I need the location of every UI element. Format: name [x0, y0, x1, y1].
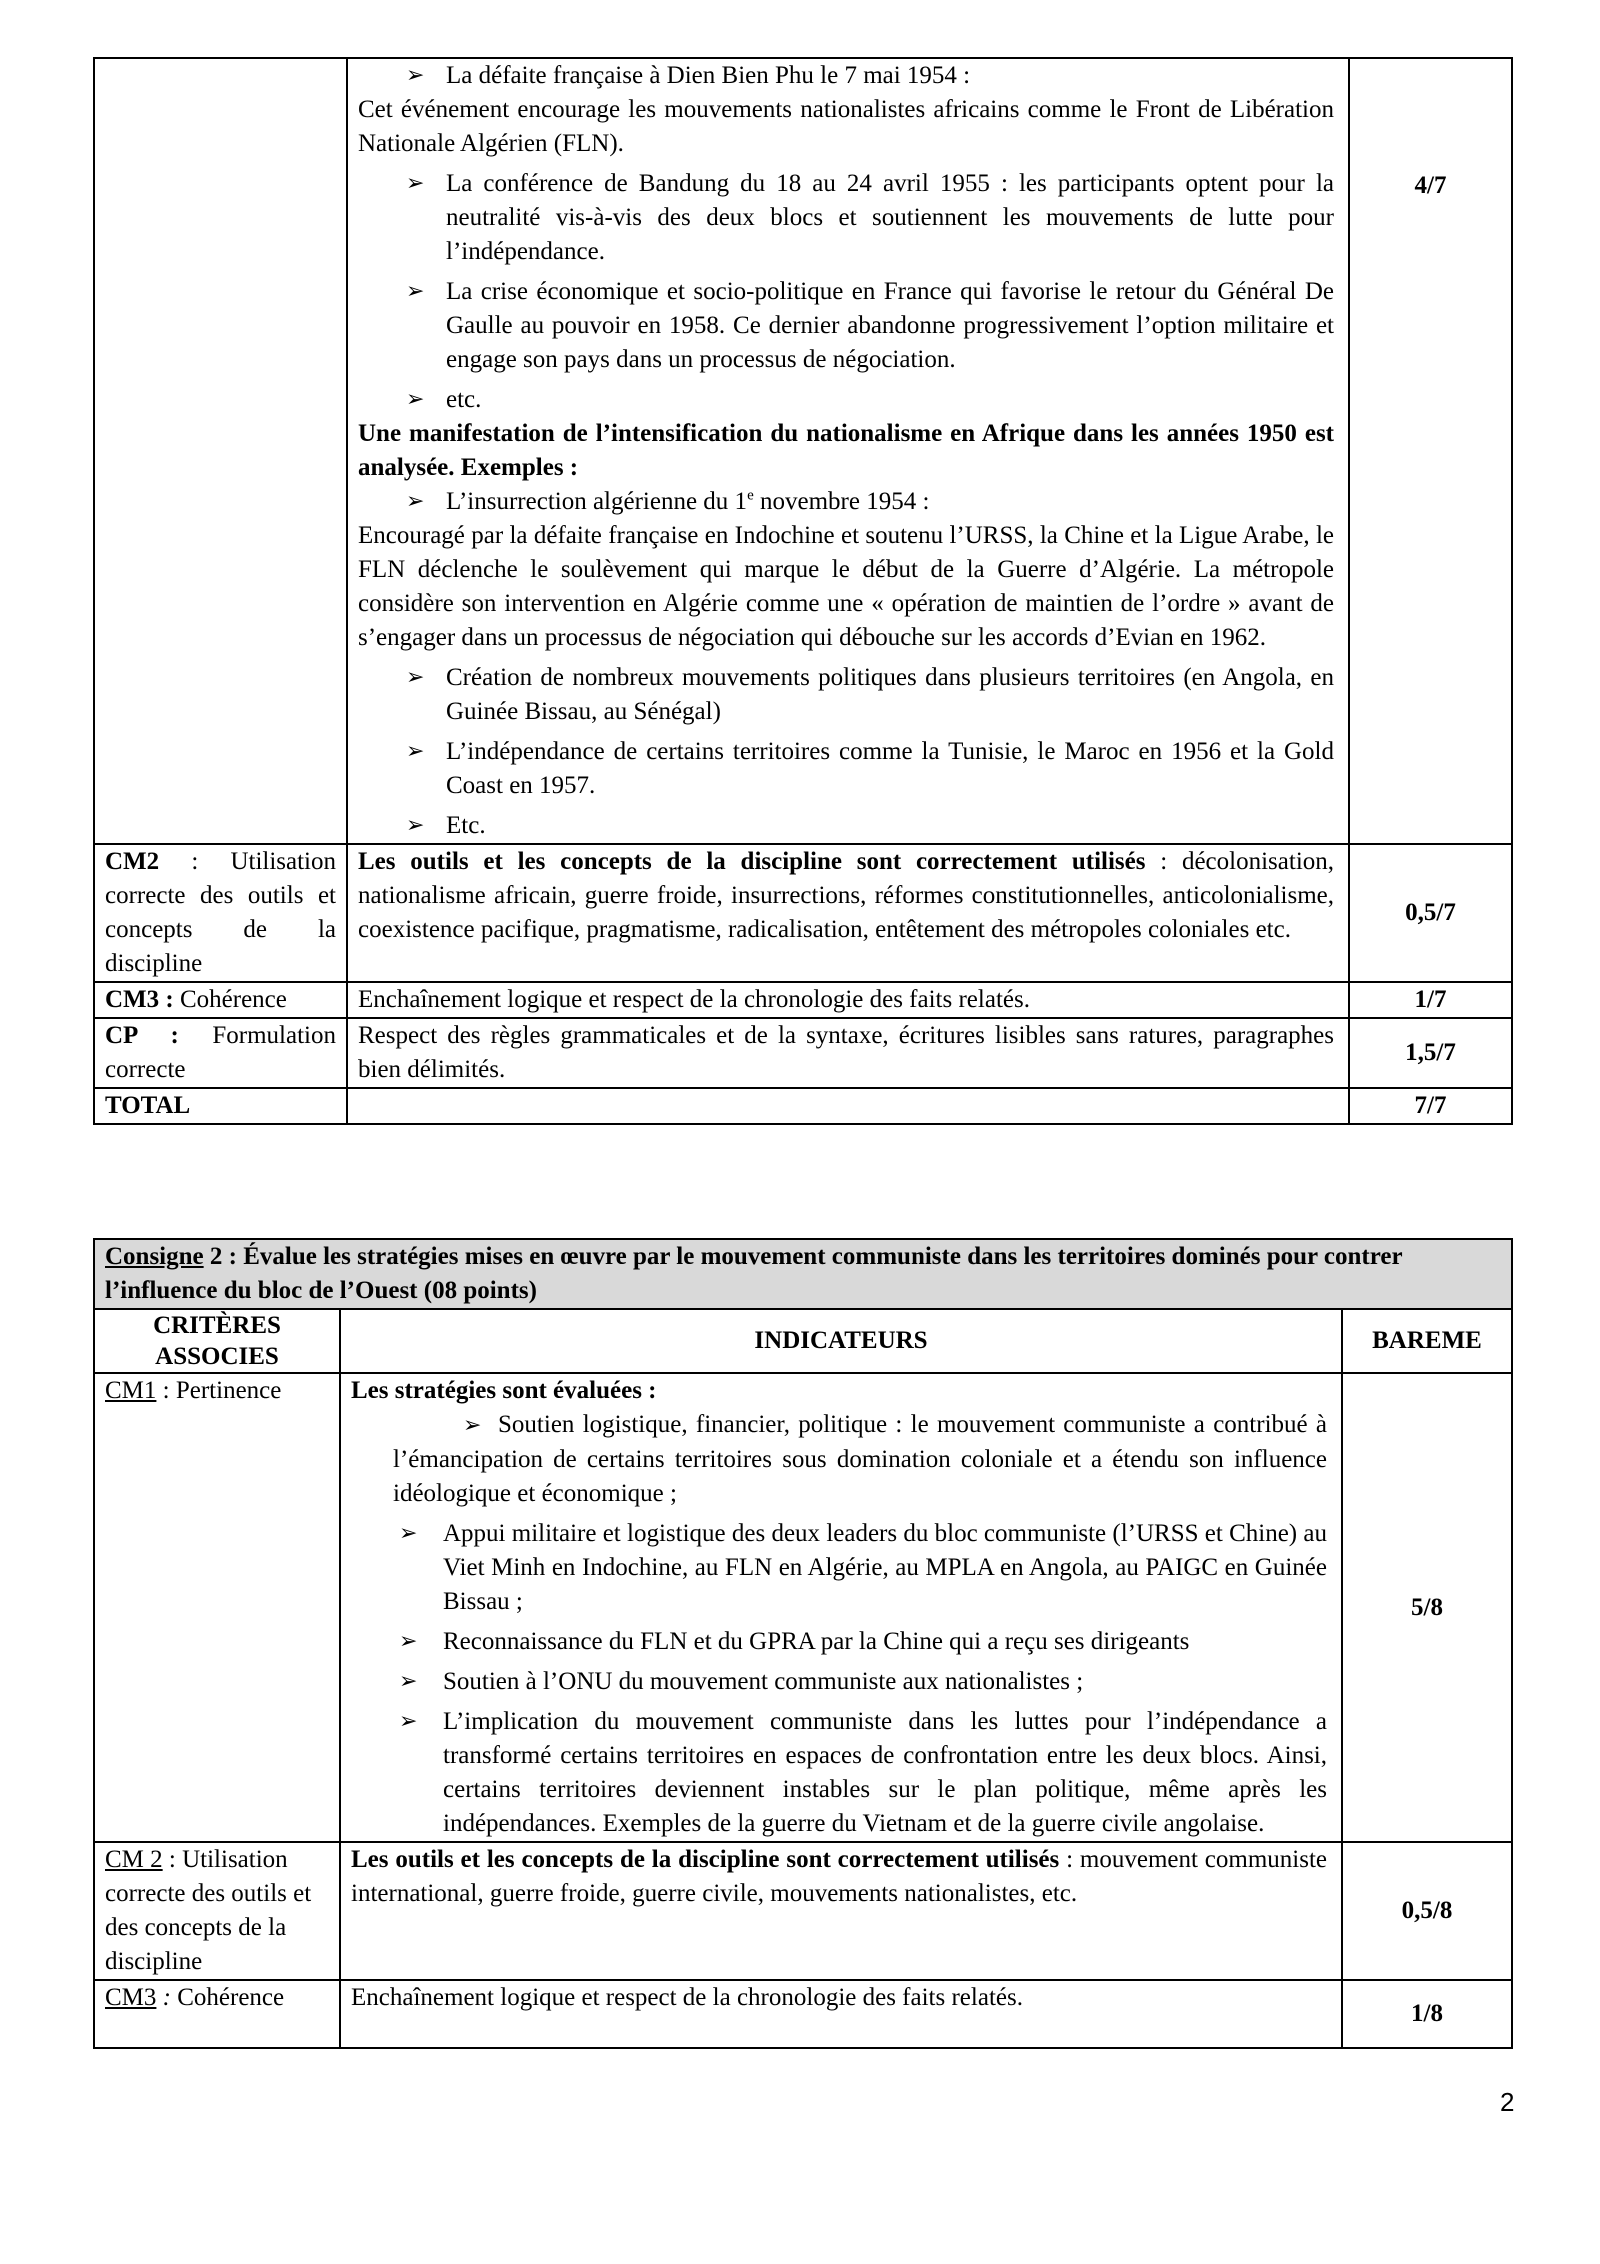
bullet-arrow-icon: ➢	[406, 63, 425, 88]
manifestation-heading: Une manifestation de l’intensification du nationalisme en Afrique dans les années 1950 est analysée. Exemples :	[358, 420, 1334, 481]
score-cell-cm3: 1/7	[1349, 982, 1512, 1018]
grading-table-consigne-2	[93, 1238, 1513, 2049]
bullet-arrow-icon: ➢	[406, 489, 425, 514]
grading-table-consigne-1	[93, 57, 1513, 1125]
bullet-arrow-icon: ➢	[399, 1709, 418, 1734]
bullet-arrow-icon: ➢	[406, 739, 425, 764]
page-number: 2	[1500, 2087, 1515, 2117]
criteria-cell-cm2: CM2 : Utilisation correcte des outils et concepts de la discipline	[94, 844, 347, 982]
indicators-cell-cp: Respect des règles grammaticales et de la syntaxe, écritures lisibles sans ratures, paragraphes bien délimités.	[347, 1018, 1349, 1088]
table-row-cm1	[94, 1373, 1512, 1842]
bullet-implication: ➢ L’implication du mouvement communiste dans les luttes pour l’indépendance a transformé certains territoires en espaces de confrontation entre les deux blocs. Ainsi, certains territoires deviennent instables sur le plan politique, même après les indépendances. Exemples de la guerre du Vietnam et de la guerre civile angolaise.	[351, 1705, 1327, 1841]
indicators-cell-cm1	[340, 1373, 1342, 1842]
consigne-heading: Consigne 2 : Évalue les stratégies mises en œuvre par le mouvement communiste dans les territoires dominés pour contrer l’influence du bloc de l’Ouest (08 points)	[94, 1239, 1512, 1309]
bullet-soutien-onu: ➢ Soutien à l’ONU du mouvement communiste aux nationalistes ;	[351, 1665, 1327, 1699]
total-empty-cell	[347, 1088, 1349, 1124]
table-row-cm3-b	[94, 1980, 1512, 2048]
bullet-arrow-icon: ➢	[399, 1629, 418, 1654]
criteria-cell-cm3-b: CM3 : Cohérence	[94, 1980, 340, 2048]
table-row-total	[94, 1088, 1512, 1124]
criteria-cell-cm1: CM1 : Pertinence	[94, 1373, 340, 1842]
column-header-criteria: CRITÈRES ASSOCIES	[94, 1309, 340, 1373]
indicators-cell	[347, 58, 1349, 844]
table-row-pertinence-continued	[94, 58, 1512, 844]
indicators-cell-cm2: Les outils et les concepts de la discipline sont correctement utilisés : décolonisation, nationalisme africain, guerre froide, insurrections, réformes constitutionnelles, anticolonialisme, coexistence pacifique, pragmatisme, radicalisation, entêtement des métropoles coloniales etc.	[347, 844, 1349, 982]
indicators-cell-cm2-b: Les outils et les concepts de la discipline sont correctement utilisés : mouvement communiste international, guerre froide, guerre civile, mouvements nationalistes, etc.	[340, 1842, 1342, 1980]
table-row-cm2-b	[94, 1842, 1512, 1980]
column-header-indicators: INDICATEURS	[340, 1309, 1342, 1373]
table-row-cp	[94, 1018, 1512, 1088]
bullet-crise-france: ➢ La crise économique et socio-politique en France qui favorise le retour du Général De Gaulle au pouvoir en 1958. Ce dernier abandonne progressivement l’option militaire et engage son pays dans un processus de négociation.	[358, 275, 1334, 377]
bullet-arrow-icon: ➢	[399, 1669, 418, 1694]
table-row-cm3	[94, 982, 1512, 1018]
indicators-cell-cm3: Enchaînement logique et respect de la chronologie des faits relatés.	[347, 982, 1349, 1018]
bullet-dien-bien-phu: ➢ La défaite française à Dien Bien Phu le 7 mai 1954 :	[358, 59, 1334, 93]
score-cell-cp: 1,5/7	[1349, 1018, 1512, 1088]
score-cell-cm3-b: 1/8	[1342, 1980, 1512, 2048]
bullet-insurrection-algerienne: ➢ L’insurrection algérienne du 1e novembre 1954 :	[358, 485, 1334, 519]
bullet-appui-militaire: ➢ Appui militaire et logistique des deux leaders du bloc communiste (l’URSS et Chine) au Viet Minh en Indochine, au FLN en Algérie, au MPLA en Angola, au PAIGC en Guinée Bissau ;	[351, 1517, 1327, 1619]
indicators-cell-cm3-b: Enchaînement logique et respect de la chronologie des faits relatés.	[340, 1980, 1342, 2048]
bullet-arrow-icon: ➢	[399, 1521, 418, 1546]
bullet-etc: ➢ etc.	[358, 383, 1334, 417]
table-header-row	[94, 1309, 1512, 1373]
bullet-arrow-icon: ➢	[406, 279, 425, 304]
bullet-arrow-icon: ➢	[406, 813, 425, 838]
criteria-cell-cm2-b: CM 2 : Utilisation correcte des outils et des concepts de la discipline	[94, 1842, 340, 1980]
bullet-independance-territoires: ➢ L’indépendance de certains territoires comme la Tunisie, le Maroc en 1956 et la Gold Coast en 1957.	[358, 735, 1334, 803]
criteria-cell-cm3: CM3 : Cohérence	[94, 982, 347, 1018]
bullet-reconnaissance-fln: ➢ Reconnaissance du FLN et du GPRA par la Chine qui a reçu ses dirigeants	[351, 1625, 1327, 1659]
bullet-arrow-icon: ➢	[406, 665, 425, 690]
bullet-arrow-icon: ➢	[406, 387, 425, 412]
bullet-mouvements-politiques: ➢ Création de nombreux mouvements politiques dans plusieurs territoires (en Angola, en Guinée Bissau, au Sénégal)	[358, 661, 1334, 729]
bullet-soutien-logistique: ➢ Soutien logistique, financier, politique : le mouvement communiste a contribué à l’émancipation de certains territoires sous domination coloniale et a étendu son influence idéologique et économique ;	[393, 1411, 1327, 1507]
column-header-scale: BAREME	[1342, 1309, 1512, 1373]
bullet-arrow-icon: ➢	[406, 171, 425, 196]
consigne-row	[94, 1239, 1512, 1309]
criteria-cell-empty	[94, 58, 347, 844]
score-cell-cm2-b: 0,5/8	[1342, 1842, 1512, 1980]
table-row-cm2	[94, 844, 1512, 982]
criteria-cell-cp: CP : Formulation correcte	[94, 1018, 347, 1088]
bullet-bandung: ➢ La conférence de Bandung du 18 au 24 avril 1955 : les participants optent pour la neutralité vis-à-vis des deux blocs et soutiennent les mouvements de lutte pour l’indépendance.	[358, 167, 1334, 269]
score-cell: 4/7	[1349, 58, 1512, 844]
bullet-etc-2: ➢ Etc.	[358, 809, 1334, 843]
total-label: TOTAL	[94, 1088, 347, 1124]
paragraph-insurrection: Encouragé par la défaite française en Indochine et soutenu l’URSS, la Chine et la Ligue Arabe, le FLN déclenche le soulèvement qui marque le début de la Guerre d’Algérie. La métropole considère son intervention en Algérie comme une « opération de maintien de l’ordre » avant de s’engager dans un processus de négociation qui débouche sur les accords d’Evian en 1962.	[358, 522, 1334, 651]
score-cell-cm1: 5/8	[1342, 1373, 1512, 1842]
bullet-arrow-icon: ➢	[463, 1413, 482, 1438]
strategies-heading: Les stratégies sont évaluées :	[351, 1377, 657, 1404]
score-cell-cm2: 0,5/7	[1349, 844, 1512, 982]
paragraph-dien-bien-phu: Cet événement encourage les mouvements nationalistes africains comme le Front de Libération Nationale Algérien (FLN).	[358, 96, 1334, 157]
total-score: 7/7	[1349, 1088, 1512, 1124]
